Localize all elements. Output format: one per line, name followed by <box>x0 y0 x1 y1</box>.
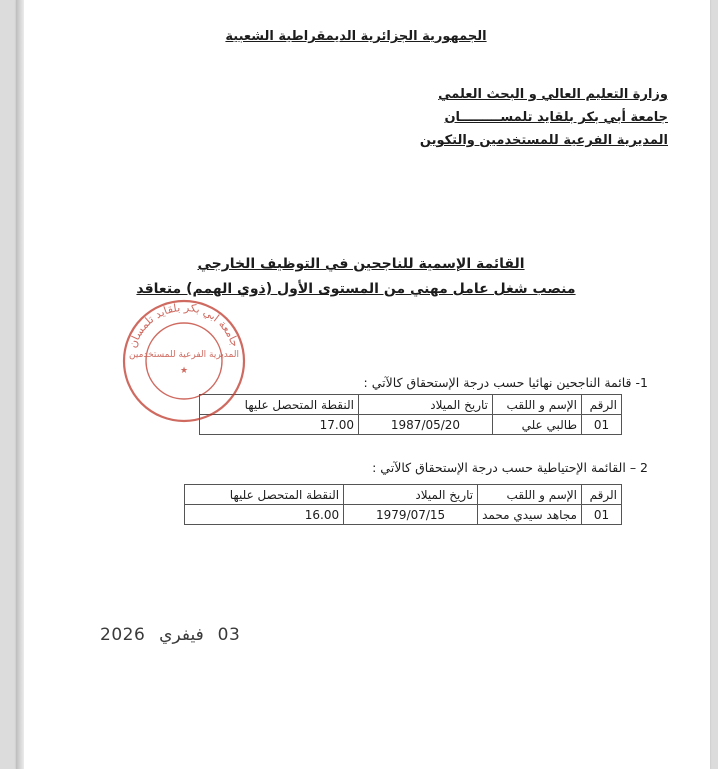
scan-edge <box>16 0 24 769</box>
stamp-inner-text: المديرية الفرعية للمستخدمين <box>129 350 239 360</box>
ministry-name: وزارة التعليم العالي و البحث العلمي <box>438 87 668 102</box>
republic-heading: الجمهورية الجزائرية الديمقراطية الشعبية <box>225 29 487 44</box>
post-title: منصب شغل عامل مهني من المستوى الأول (ذوي الهمم) متعاقد <box>136 281 576 297</box>
section-1-heading <box>208 375 648 390</box>
document-page <box>16 0 710 769</box>
section-1-title: قائمة الناجحين نهائيا حسب درجة الإستحقاق كالآتي : <box>363 375 632 390</box>
directorate-name: المديرية الفرعية للمستخدمين والتكوين <box>419 133 668 148</box>
col-score: النقطة المتحصل عليها <box>185 485 344 505</box>
date-day: 03 <box>217 625 241 645</box>
section-2-number: 2 – <box>629 460 648 475</box>
issue-date <box>100 625 320 645</box>
section-1-number: 1- <box>635 375 648 390</box>
stamp-outer-text: جامعة أبي بكر بلقايد تلمسان <box>125 300 242 350</box>
section-2-heading <box>208 460 648 475</box>
row-number: 01 <box>582 415 622 435</box>
final-list-table <box>199 394 622 435</box>
date-year: 2026 <box>100 625 146 645</box>
col-number: الرقم <box>582 395 622 415</box>
row-number: 01 <box>582 505 622 525</box>
col-number: الرقم <box>582 485 622 505</box>
row-birth-date: 1987/05/20 <box>359 415 493 435</box>
section-2-title: القائمة الإحتياطية حسب درجة الإستحقاق كالآتي : <box>372 460 626 475</box>
date-month: فيفري <box>159 625 204 645</box>
col-birth-date: تاريخ الميلاد <box>359 395 493 415</box>
row-name: مجاهد سيدي محمد <box>478 505 582 525</box>
table-row <box>185 505 622 525</box>
official-stamp <box>120 297 248 425</box>
col-score: النقطة المتحصل عليها <box>200 395 359 415</box>
stamp-inner-ring <box>146 323 222 399</box>
row-score: 16.00 <box>185 505 344 525</box>
stamp-star-icon: ★ <box>179 366 189 376</box>
col-name: الإسم و اللقب <box>493 395 582 415</box>
table-header-row <box>185 485 622 505</box>
row-score: 17.00 <box>200 415 359 435</box>
row-name: طالبي علي <box>493 415 582 435</box>
university-name: جامعة أبي بكر بلقايد تلمســـــــــان <box>444 110 668 125</box>
row-birth-date: 1979/07/15 <box>344 505 478 525</box>
list-title: القائمة الإسمية للناجحين في التوظيف الخارجي <box>197 256 525 272</box>
table-row <box>200 415 622 435</box>
col-name: الإسم و اللقب <box>478 485 582 505</box>
col-birth-date: تاريخ الميلاد <box>344 485 478 505</box>
table-header-row <box>200 395 622 415</box>
reserve-list-table <box>184 484 622 525</box>
